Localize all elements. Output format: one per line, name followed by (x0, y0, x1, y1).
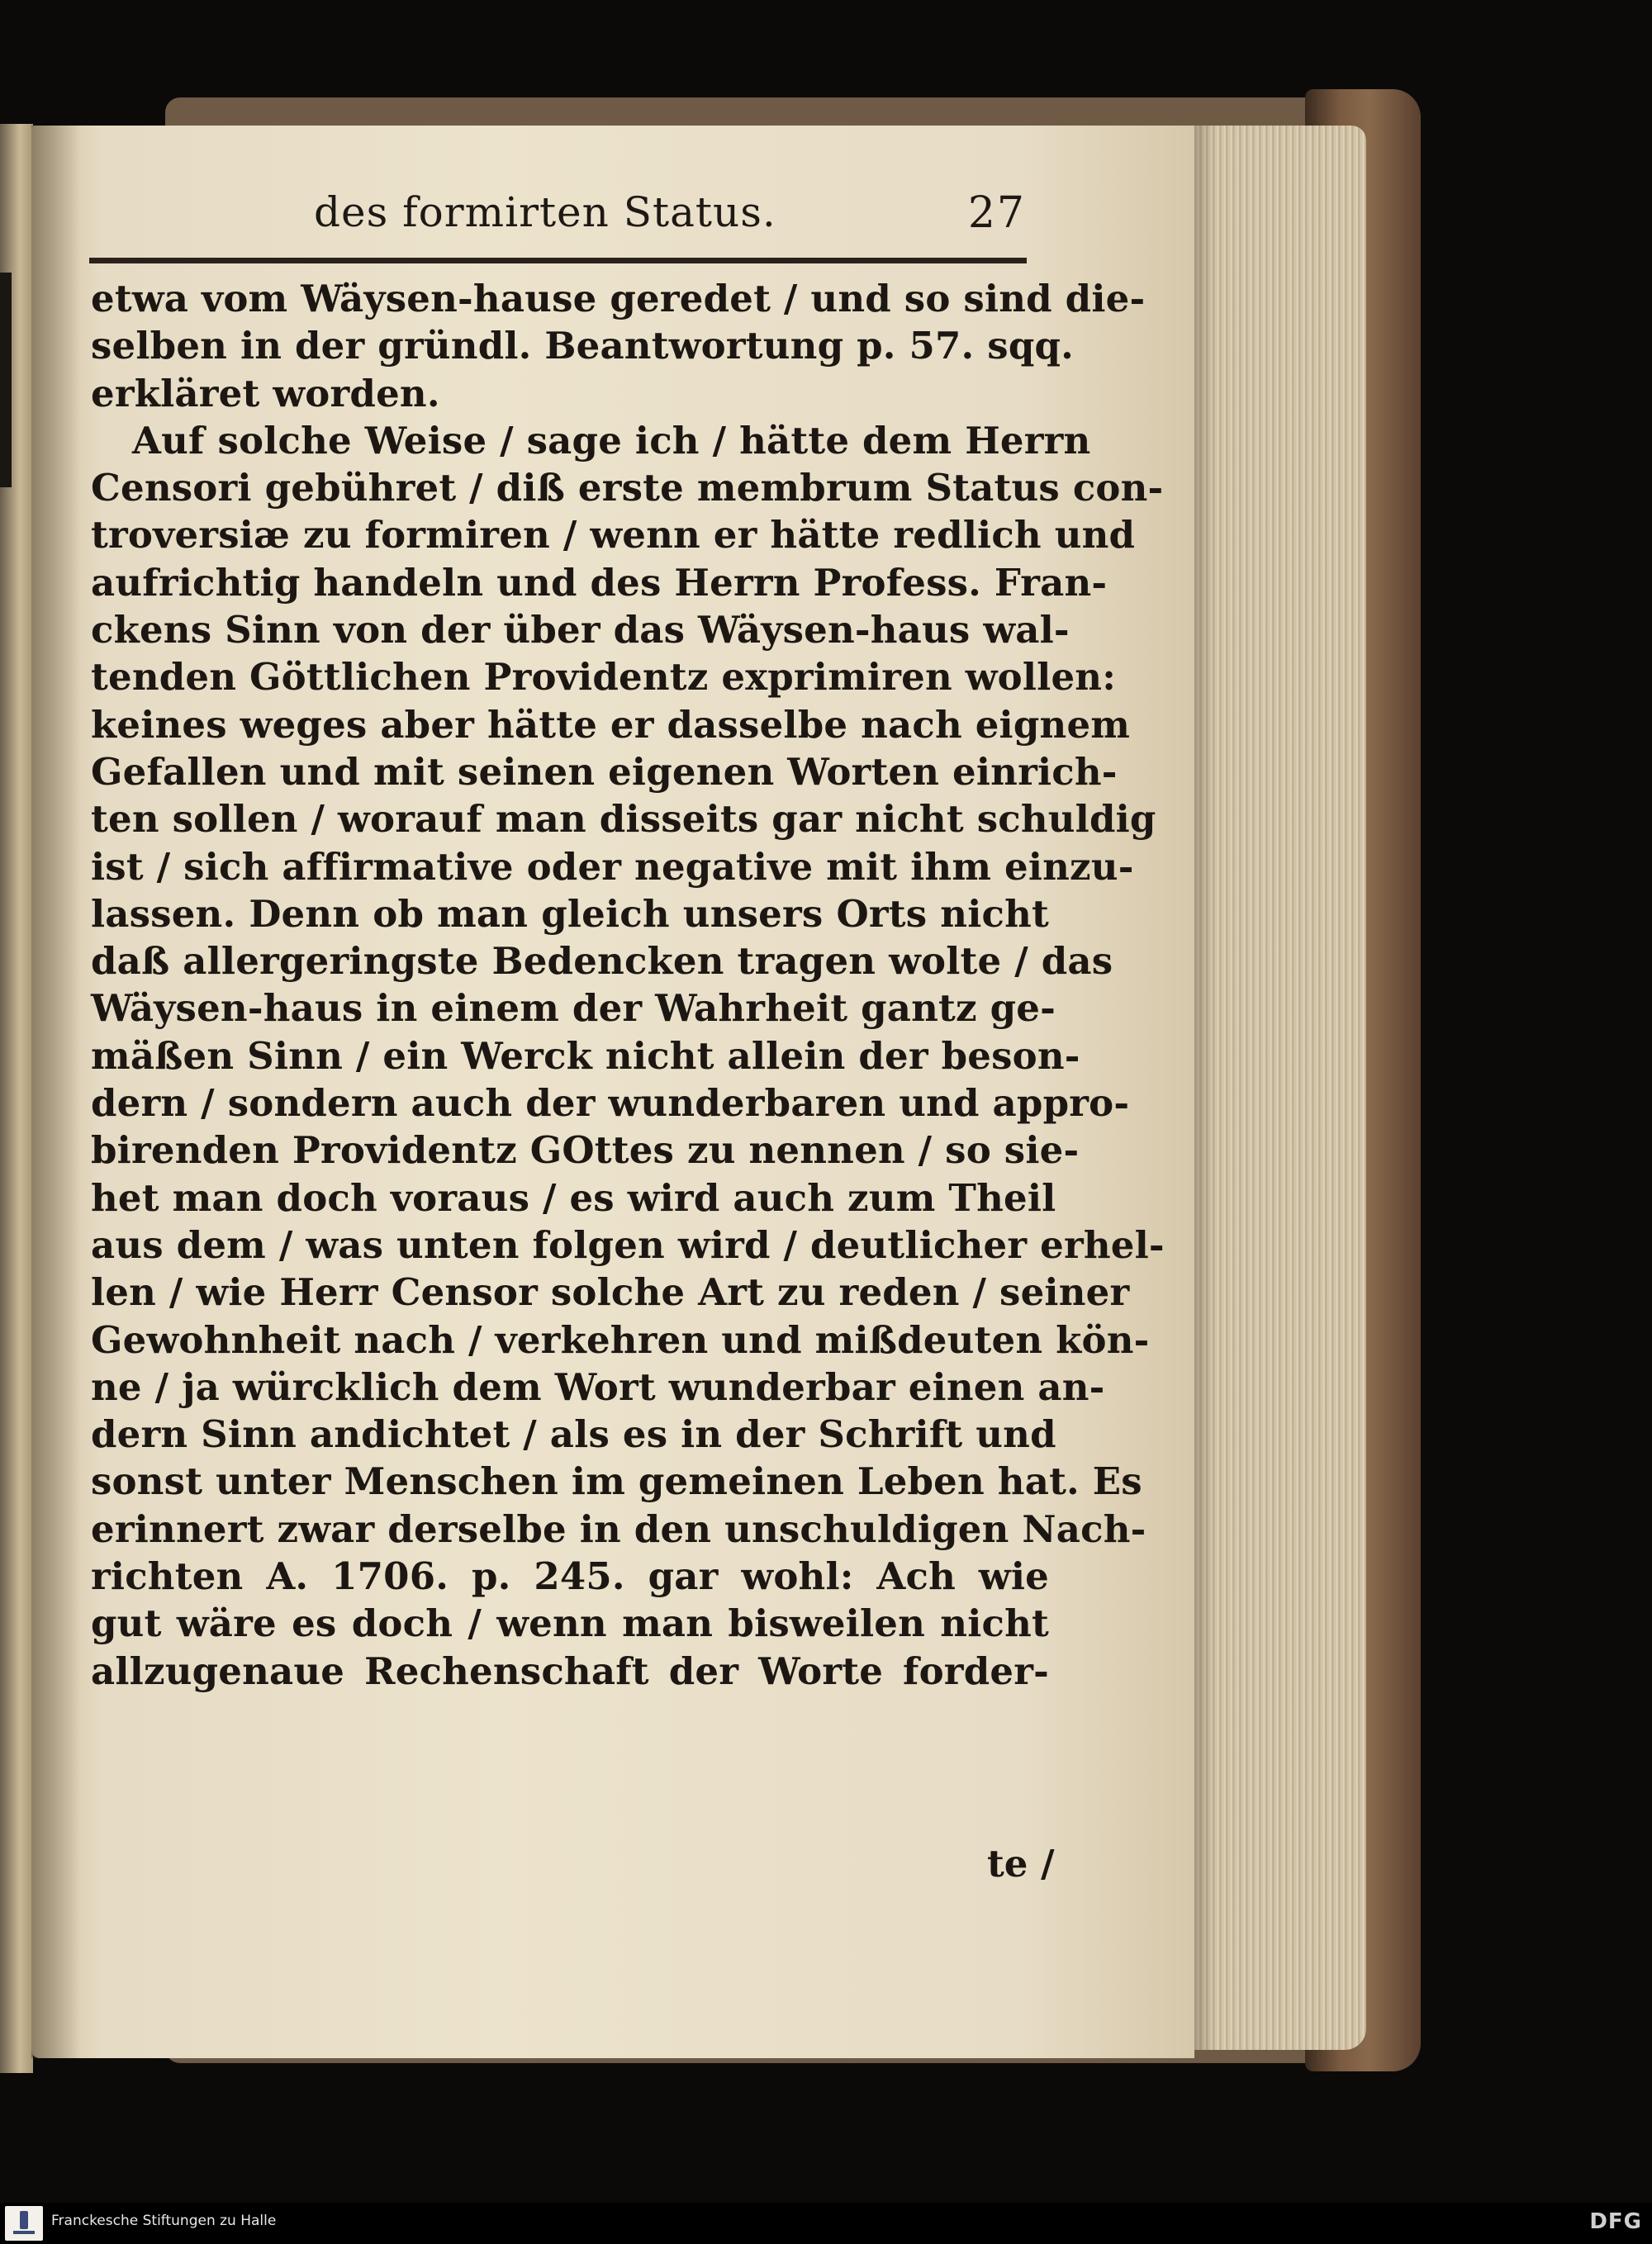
running-title: des formirten Status. (314, 188, 776, 236)
text-line: ist / sich affirmative oder negative mit ihm einzu- (91, 844, 1134, 889)
text-line: erinnert zwar derselbe in den unschuldigen Nach- (91, 1506, 1146, 1551)
text-line: aufrichtig handeln und des Herrn Profess. Fran- (91, 560, 1108, 605)
text-block (91, 275, 1165, 1695)
text-line: richten A. 1706. p. 245. gar wohl: Ach wie (91, 1554, 1049, 1599)
text-line: dern Sinn andichtet / als es in der Schrift und (91, 1412, 1056, 1457)
institution-logo (5, 2206, 43, 2241)
text-line: Gefallen und mit seinen eigenen Worten einrich- (91, 749, 1118, 794)
left-page-dark-mark (0, 273, 12, 487)
text-line: ckens Sinn von der über das Wäysen-haus wal- (91, 608, 1070, 652)
text-line: ne / ja würcklich dem Wort wunderbar einen an- (91, 1364, 1105, 1409)
text-line: troversiæ zu formiren / wenn er hätte redlich und (91, 513, 1136, 557)
text-line: mäßen Sinn / ein Werck nicht allein der beson- (91, 1033, 1080, 1078)
running-head (314, 188, 1049, 246)
head-rule (89, 258, 1027, 263)
text-line: allzugenaue Rechenschaft der Worte forder- (91, 1649, 1049, 1693)
catchword: te / (987, 1842, 1055, 1886)
text-line: Wäysen-haus in einem der Wahrheit gantz ge- (91, 986, 1056, 1031)
text-line: gut wäre es doch / wenn man bisweilen nicht (91, 1601, 1049, 1646)
footer-bar (0, 2203, 1652, 2244)
text-line: Auf solche Weise / sage ich / hätte dem Herrn (132, 418, 1091, 463)
text-line: daß allergeringste Bedencken tragen wolte / das (91, 939, 1113, 984)
text-line: tenden Göttlichen Providentz exprimiren wollen: (91, 655, 1117, 700)
text-line: sonst unter Menschen im gemeinen Leben hat. Es (91, 1459, 1142, 1504)
text-line: birenden Providentz GOttes zu nennen / so sie- (91, 1128, 1080, 1173)
text-line: selben in der gründl. Beantwortung p. 57. sqq. (91, 324, 1075, 368)
text-line: erkläret worden. (91, 371, 440, 415)
gutter-shadow (31, 126, 81, 2058)
text-line: Censori gebühret / diß erste membrum Status con- (91, 466, 1164, 510)
text-line: het man doch voraus / es wird auch zum Theil (91, 1175, 1056, 1220)
text-line: aus dem / was unten folgen wird / deutlicher erhel- (91, 1222, 1165, 1267)
text-line: keines weges aber hätte er dasselbe nach eignem (91, 702, 1131, 747)
text-line: lassen. Denn ob man gleich unsers Orts nicht (91, 891, 1049, 936)
text-line: etwa vom Wäysen-hause geredet / und so sind die- (91, 277, 1146, 320)
footer-institution: Franckesche Stiftungen zu Halle (51, 2213, 277, 2229)
dfg-logo: DFG (1589, 2209, 1642, 2234)
page-number: 27 (967, 188, 1026, 238)
text-line: dern / sondern auch der wunderbaren und appro- (91, 1081, 1130, 1126)
text-line: len / wie Herr Censor solche Art zu reden / seiner (91, 1270, 1130, 1315)
text-line: Gewohnheit nach / verkehren und mißdeuten kön- (91, 1317, 1150, 1362)
text-line: ten sollen / worauf man disseits gar nicht schuldig (91, 797, 1156, 842)
